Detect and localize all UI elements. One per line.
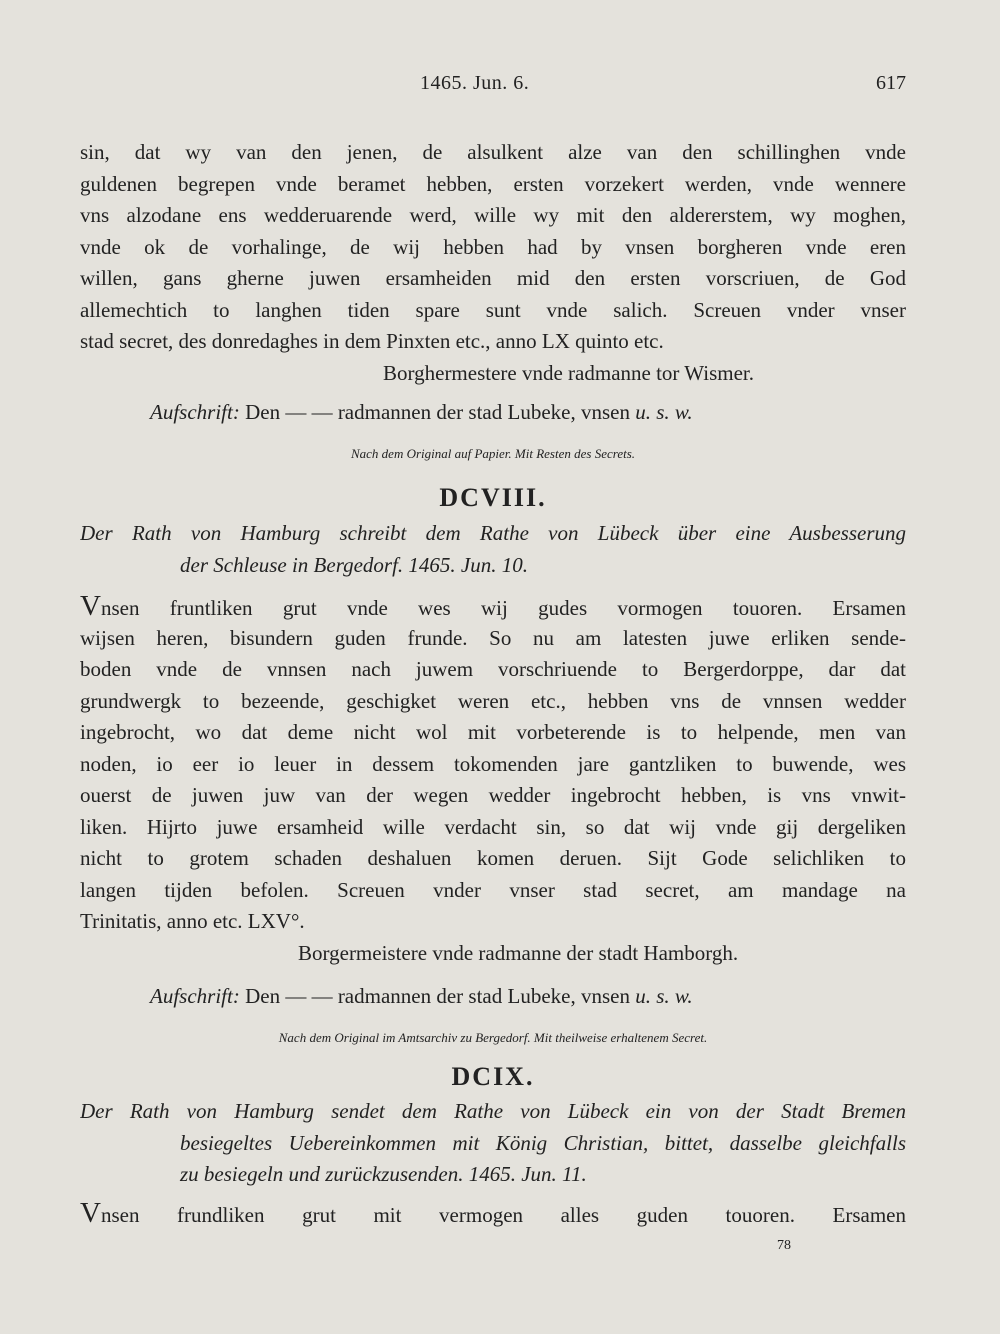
text-line: noden, io eer io leuer in dessem tokomenden jare gantzliken to buwende, wes <box>80 751 906 776</box>
signature: Borghermestere vnde radmanne tor Wismer. <box>383 360 755 385</box>
doc3-number: DCIX. <box>451 1062 535 1091</box>
text-line: allemechtich to langhen tiden spare sunt vnde salich. Screuen vnder vnser <box>80 297 906 322</box>
text-line: wijsen heren, bisundern guden frunde. So nu am latesten juwe erliken sende- <box>80 625 906 650</box>
text-line: vnde ok de vorhalinge, de wij hebben had by vnsen borgheren vnde eren <box>80 234 906 259</box>
text-line: willen, gans gherne juwen ersamheiden mid den ersten vorscriuen, de God <box>80 266 906 290</box>
text-line: boden vnde de vnnsen nach juwem vorschriuende to Bergerdorppe, dar dat <box>80 657 906 681</box>
text-line: Trinitatis, anno etc. LXV°. <box>80 909 305 933</box>
text-line: stad secret, des donredaghes in dem Pinxten etc., anno LX quinto etc. <box>80 329 664 353</box>
initial-letter: V <box>80 1198 101 1229</box>
heading-line: zu besiegeln und zurückzusenden. 1465. Jun. 11. <box>180 1162 587 1186</box>
address-abbr: u. s. w. <box>635 984 693 1008</box>
text-line-first <box>80 591 906 623</box>
text-line-first <box>80 1198 906 1230</box>
doc2-number: DCVIII. <box>439 483 547 512</box>
text-line: liken. Hijrto juwe ersamheid wille verdacht sin, so dat wij vnde gij dergeliken <box>80 814 906 839</box>
doc1-address <box>150 400 693 425</box>
heading-line: der Schleuse in Bergedorf. 1465. Jun. 10. <box>180 552 528 577</box>
text-line: vns alzodane ens wedderuarende werd, wille wy mit den aldererstem, wy moghen, <box>80 203 906 227</box>
page-number: 617 <box>876 72 906 94</box>
signature: Borgermeistere vnde radmanne der stadt Hamborgh. <box>298 940 739 965</box>
address-abbr: u. s. w. <box>635 400 693 424</box>
doc1-body <box>80 137 906 389</box>
doc2-heading <box>80 518 906 581</box>
text-line: ingebrocht, wo dat deme nicht wol mit vorbeterende is to helpende, men van <box>80 720 906 744</box>
doc3-body <box>80 1198 906 1230</box>
doc2-address <box>150 984 693 1009</box>
initial-letter: V <box>80 591 101 622</box>
header-date: 1465. Jun. 6. <box>420 72 530 94</box>
address-label: Aufschrift: <box>150 400 240 424</box>
address-text: Den — — radmannen der stad Lubeke, vnsen <box>245 400 630 424</box>
doc2-source-note: Nach dem Original im Amtsarchiv zu Bergedorf. Mit theilweise erhaltenem Secret. <box>278 1030 708 1045</box>
text-line: nicht to grotem schaden deshaluen komen deruen. Sijt Gode selichliken to <box>80 846 906 870</box>
text-line: langen tijden befolen. Screuen vnder vnser stad secret, am mandage na <box>80 877 906 902</box>
address-text: Den — — radmannen der stad Lubeke, vnsen <box>245 984 630 1008</box>
doc3-heading <box>80 1096 906 1191</box>
heading-line: besiegeltes Uebereinkommen mit König Christian, bittet, dasselbe gleichfalls <box>180 1130 906 1155</box>
text-line: grundwergk to bezeende, geschigket weren etc., hebben vns de vnnsen wedder <box>80 688 906 713</box>
text-line: guldenen begrepen vnde beramet hebben, ersten vorzekert werden, vnde wennere <box>80 171 906 196</box>
heading-line: Der Rath von Hamburg sendet dem Rathe von Lübeck ein von der Stadt Bremen <box>80 1099 906 1123</box>
text-line: ouerst de juwen juw van der wegen wedder ingebrocht hebben, is vns vnwit- <box>80 783 906 807</box>
first-line-text: nsen frundliken grut mit vermogen alles guden touoren. Ersamen <box>100 1203 906 1227</box>
heading-line: Der Rath von Hamburg schreibt dem Rathe von Lübeck über eine Ausbesserung <box>80 521 906 545</box>
first-line-text: nsen fruntliken grut vnde wes wij gudes vormogen touoren. Ersamen <box>100 596 906 620</box>
doc1-source-note: Nach dem Original auf Papier. Mit Resten des Secrets. <box>350 446 636 461</box>
address-label: Aufschrift: <box>150 984 240 1008</box>
text-line: sin, dat wy van den jenen, de alsulkent alze van den schillinghen vnde <box>80 140 906 164</box>
doc2-body <box>80 591 906 969</box>
signature-mark: 78 <box>777 1238 791 1253</box>
running-header <box>80 72 906 104</box>
